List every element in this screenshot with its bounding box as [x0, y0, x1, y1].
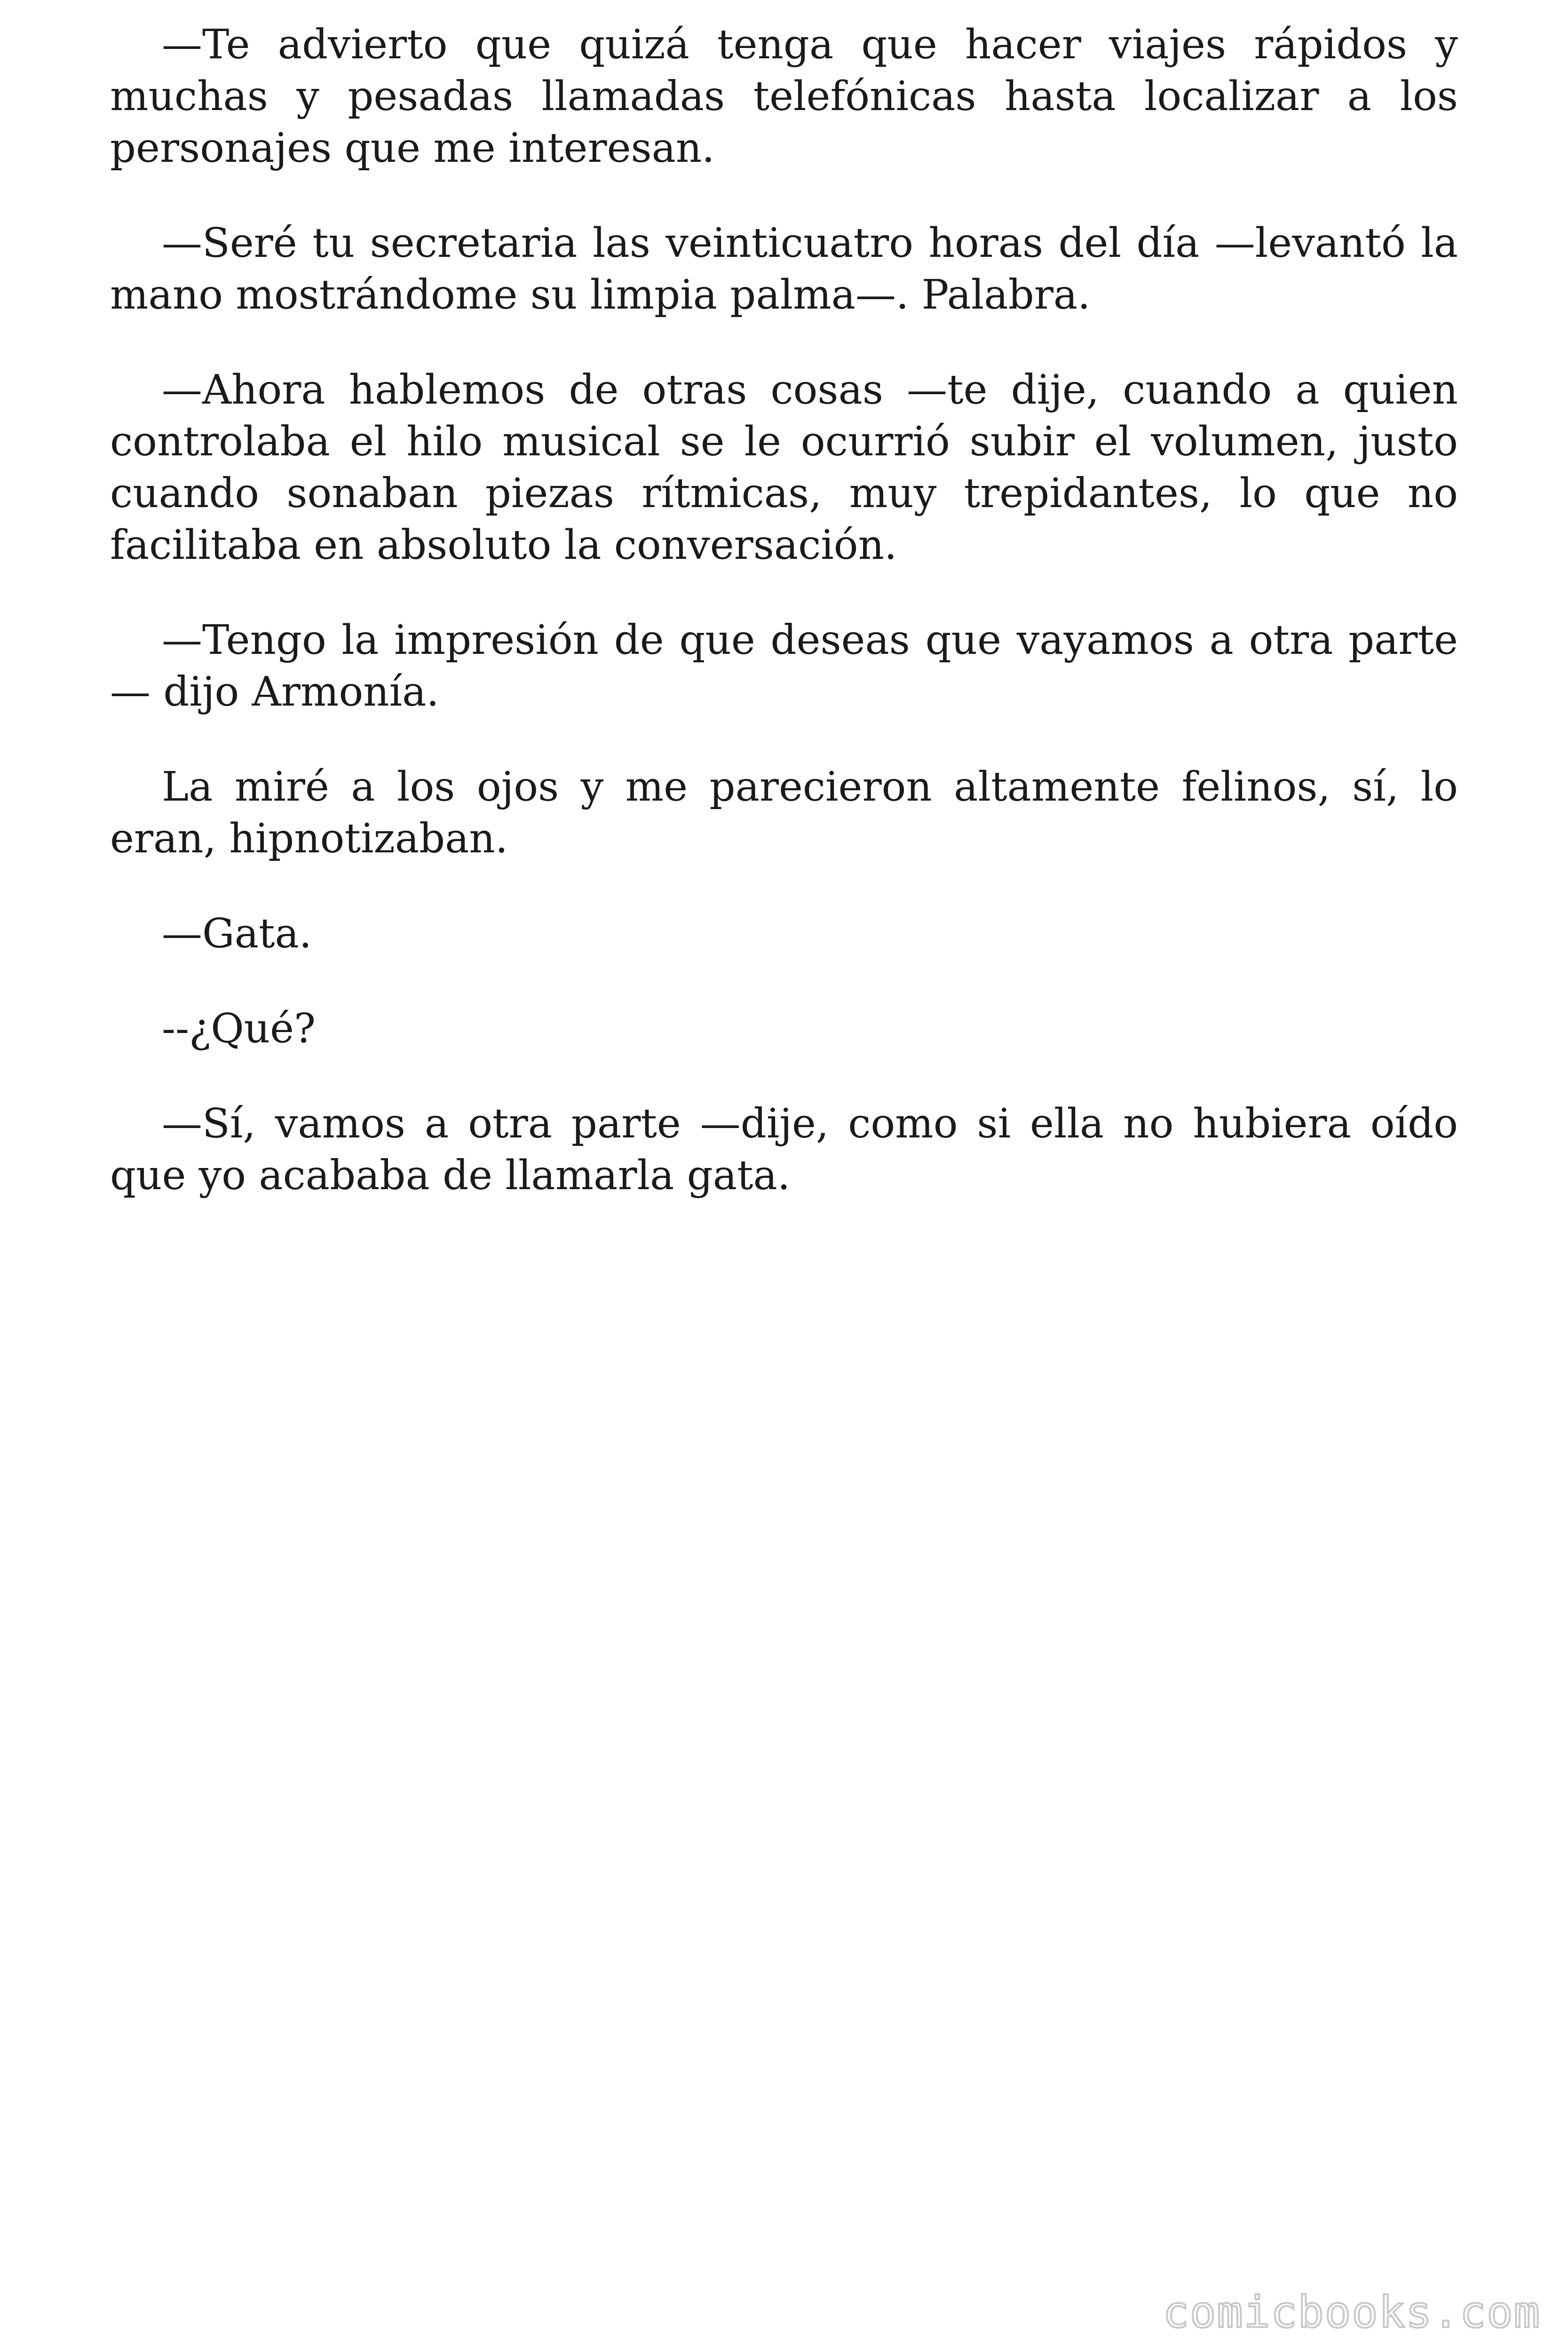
watermark: comicbooks.com: [1163, 2287, 1541, 2337]
paragraph: —Ahora hablemos de otras cosas —te dije, cuando a quien controlaba el hilo musical se le ocurrió subir el volumen, justo cuando sonaban piezas rítmicas, muy trepidantes, lo que no facilitaba en absoluto la conversación.: [110, 366, 1458, 569]
paragraph: —Te advierto que quizá tenga que hacer viajes rápidos y muchas y pesadas llamadas telefónicas hasta localizar a los personajes que me interesan.: [110, 21, 1458, 172]
paragraph: —Sí, vamos a otra parte —dije, como si ella no hubiera oído que yo acababa de llamarla gata.: [110, 1100, 1458, 1199]
paragraph: La miré a los ojos y me parecieron altamente felinos, sí, lo eran, hipnotizaban.: [110, 763, 1458, 862]
paragraph: —Seré tu secretaria las veinticuatro horas del día —levantó la mano mostrándome su limpia palma—. Palabra.: [110, 220, 1458, 318]
paragraph: —Gata.: [162, 910, 312, 957]
paragraph: --¿Qué?: [162, 1005, 316, 1052]
paragraph: —Tengo la impresión de que deseas que vayamos a otra parte — dijo Armonía.: [110, 617, 1458, 715]
body-text: [110, 19, 1458, 1245]
